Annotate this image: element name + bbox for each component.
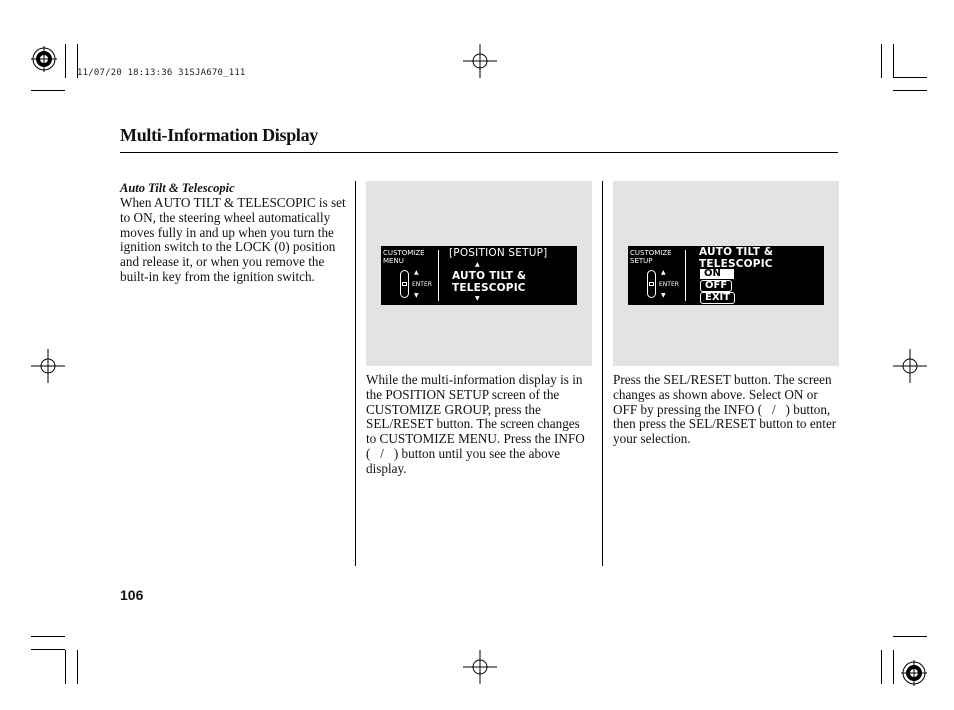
crosshair-top [463, 44, 497, 78]
title-rule [120, 152, 838, 153]
registration-mark-bottom-right [901, 660, 927, 686]
selector-knob-icon [647, 270, 656, 298]
up-arrow-icon: ▲ [414, 269, 419, 276]
print-stamp: 11/07/20 18:13:36 31SJA670_111 [77, 68, 246, 78]
option-on: ON [700, 269, 734, 279]
column-divider-2 [602, 181, 603, 566]
display-heading: AUTO TILT & TELESCOPIC [699, 246, 774, 270]
body-paragraph-2: While the multi-information display is in the POSITION SETUP screen of the CUSTOMIZE GROUP, press the SEL/RESET button. The screen changes to CUSTOMIZE MENU. Press the INFO ( / ) button until you see the above display. [366, 372, 585, 476]
display-separator [685, 250, 686, 301]
down-arrow-icon: ▼ [414, 292, 419, 299]
display-left-label: CUSTOMIZE SETUP [630, 249, 672, 265]
registration-mark-top-left [31, 46, 57, 72]
down-arrow-icon: ▼ [661, 292, 666, 299]
crosshair-bottom [463, 650, 497, 684]
body-paragraph-3: Press the SEL/RESET button. The screen changes as shown above. Select ON or OFF by pressing the INFO ( / ) button, then press the SEL/RESET button to enter your selection. [613, 372, 837, 447]
column-divider-1 [355, 181, 356, 566]
option-exit: EXIT [700, 292, 735, 304]
crosshair-right [893, 349, 927, 383]
down-arrow-icon: ▼ [475, 295, 480, 302]
display-heading: [POSITION SETUP] [449, 247, 548, 259]
body-paragraph-1: When AUTO TILT & TELESCOPIC is set to ON, the steering wheel automatically moves fully in and up when you turn the ignition switch to the LOCK (0) position and release it, or when you remove the built-in key from the ignition switch. [120, 195, 346, 284]
up-arrow-icon: ▲ [475, 261, 480, 268]
enter-label: ENTER [659, 281, 679, 288]
display-line: AUTO TILT & TELESCOPIC [452, 270, 527, 294]
page-title: Multi-Information Display [120, 125, 319, 145]
up-arrow-icon: ▲ [661, 269, 666, 276]
enter-label: ENTER [412, 281, 432, 288]
section-subheading: Auto Tilt & Telescopic [120, 181, 235, 195]
selector-knob-icon [400, 270, 409, 298]
display-screen-1 [381, 246, 577, 305]
page-number: 106 [120, 587, 144, 603]
option-off: OFF [700, 280, 732, 292]
display-separator [438, 250, 439, 301]
display-screen-2 [628, 246, 824, 305]
display-left-label: CUSTOMIZE MENU [383, 249, 425, 265]
crosshair-left [31, 349, 65, 383]
